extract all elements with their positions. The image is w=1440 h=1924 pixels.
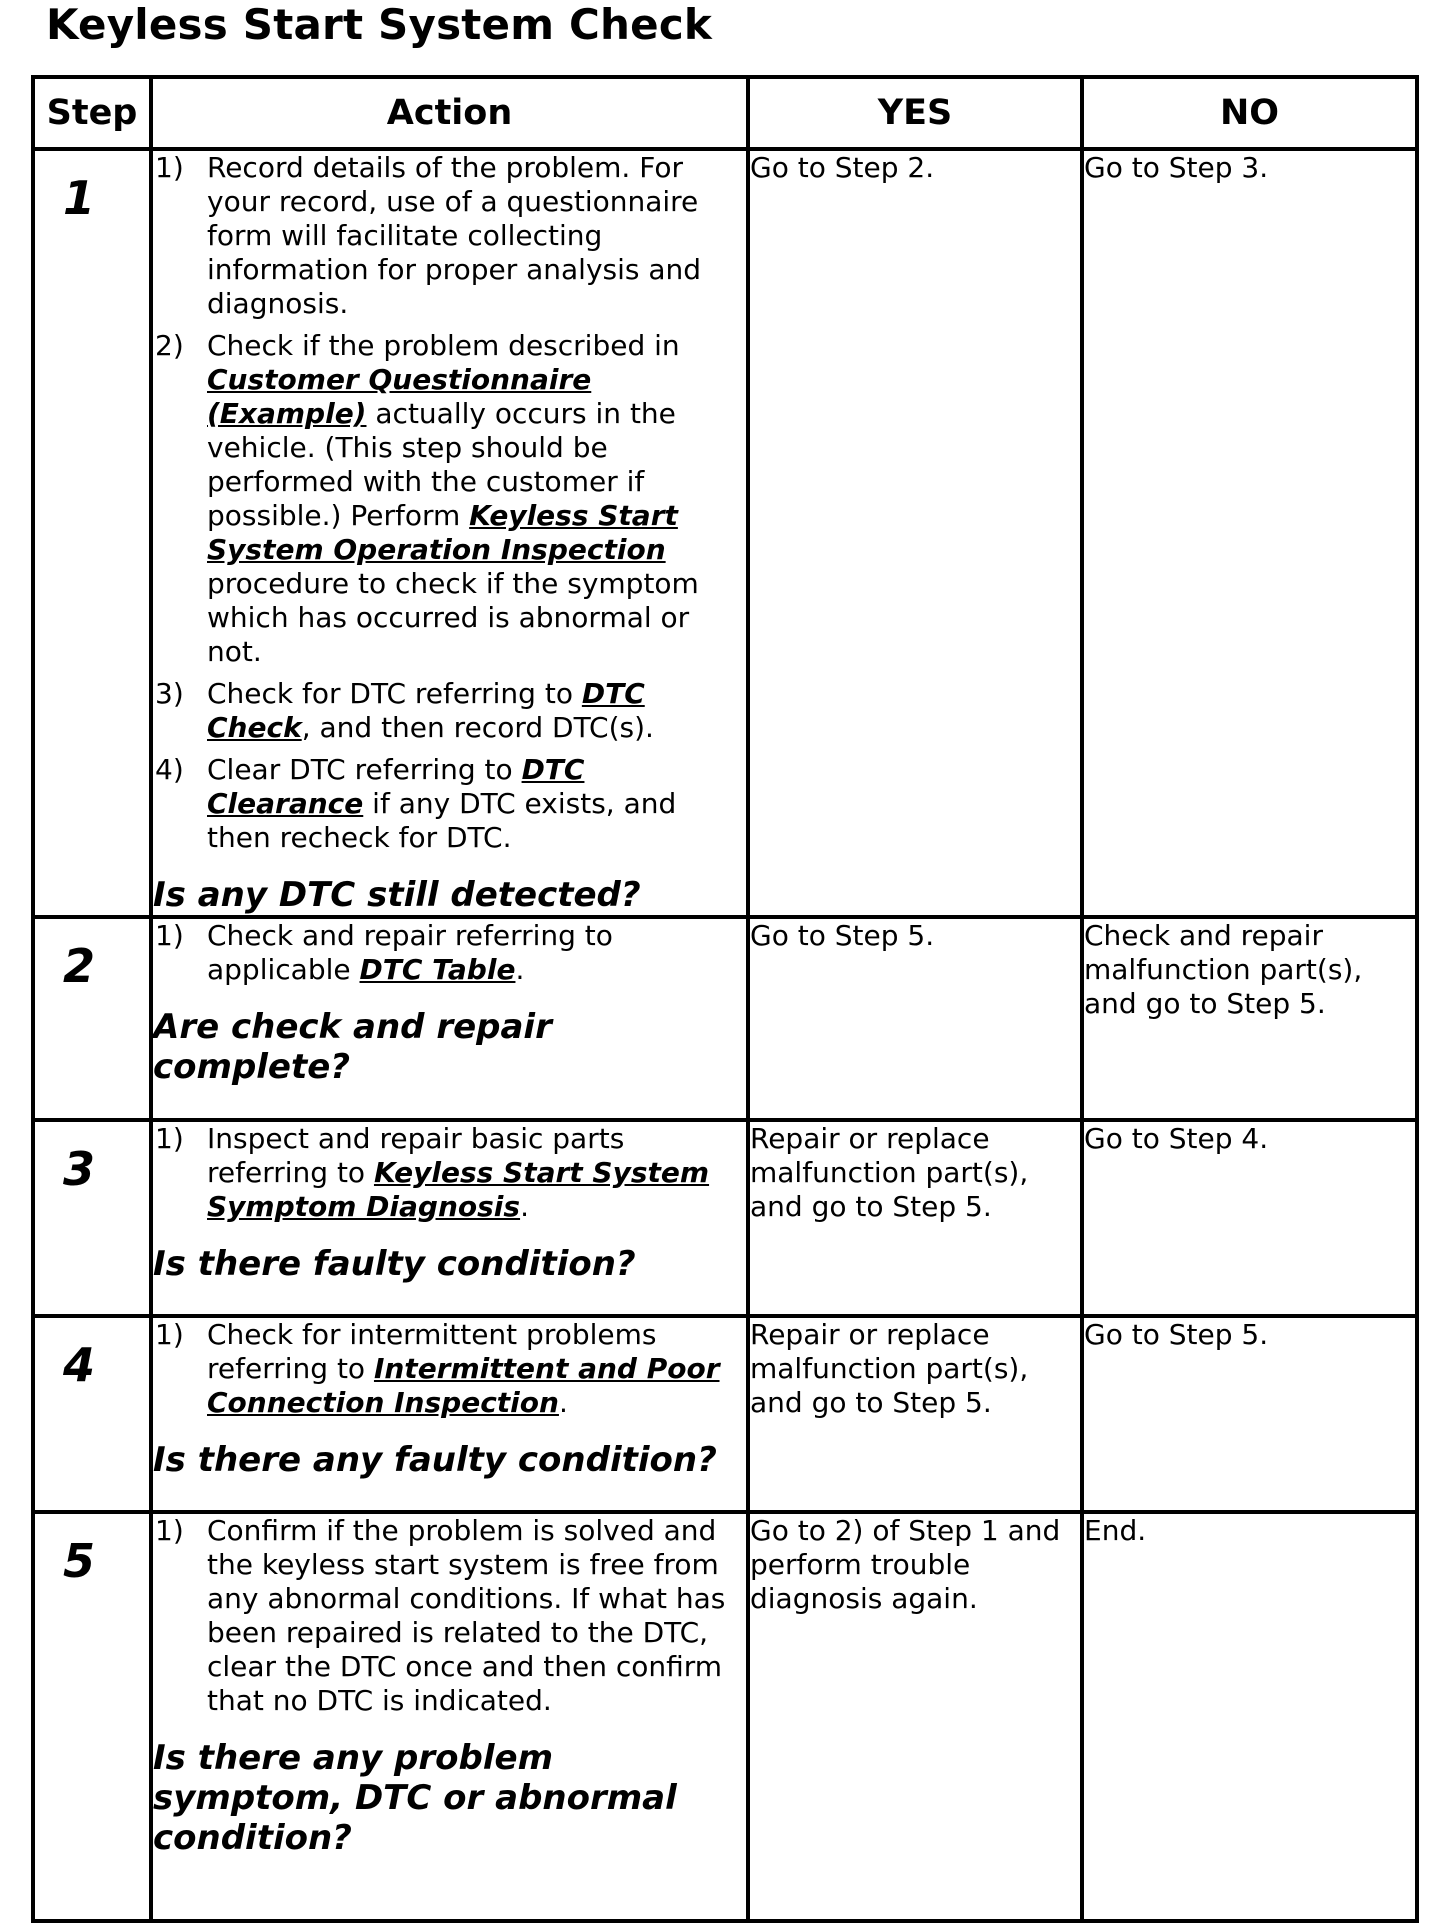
step-number: 5 [63, 1534, 96, 1588]
yes-result: Repair or replace malfunction part(s), and go to Step 5. [748, 1120, 1082, 1316]
action-item-number: 1) [155, 1122, 184, 1155]
action-item-text [207, 1318, 746, 1420]
step-cell [33, 1120, 151, 1316]
action-text-segment: , and then record DTC(s). [301, 711, 654, 744]
action-item-number: 1) [155, 919, 184, 952]
step-number: 3 [63, 1142, 96, 1196]
diagnosis-table [31, 75, 1419, 1923]
action-item-text [207, 151, 746, 321]
action-item [153, 1514, 746, 1718]
action-text-segment: Record details of the problem. For your record, use of a questionnaire form will facilitate collecting information for proper analysis and diagnosis. [207, 151, 702, 320]
step-row-2 [33, 917, 1417, 1120]
step-question: Is there any problem symptom, DTC or abnormal condition? [153, 1738, 677, 1858]
action-item [153, 677, 746, 745]
step-cell [33, 1316, 151, 1512]
action-list [153, 919, 746, 987]
action-item-number: 3) [155, 677, 184, 710]
yes-result: Go to 2) of Step 1 and perform trouble diagnosis again. [748, 1512, 1082, 1921]
header-action: Action [151, 77, 748, 149]
step-number: 2 [63, 939, 96, 993]
action-item-text [207, 1122, 746, 1224]
action-text-segment: . [558, 1386, 568, 1419]
page-title: Keyless Start System Check [46, 0, 713, 49]
header-yes: YES [748, 77, 1082, 149]
action-item [153, 329, 746, 669]
action-item-text [207, 677, 746, 745]
action-item [153, 1318, 746, 1420]
step-number: 4 [63, 1338, 96, 1392]
action-item-text [207, 753, 746, 855]
step-question: Is any DTC still detected? [153, 875, 641, 915]
step-question: Is there faulty condition? [153, 1244, 636, 1284]
action-text-segment: . [515, 953, 525, 986]
action-item-number: 1) [155, 1318, 184, 1351]
reference-link[interactable]: Intermittent and Poor Connection Inspection [207, 1352, 720, 1419]
reference-link[interactable]: DTC Check [207, 677, 645, 744]
action-cell [151, 1316, 748, 1512]
header-row [33, 77, 1417, 149]
action-cell [151, 1120, 748, 1316]
step-row-3 [33, 1120, 1417, 1316]
step-number: 1 [63, 171, 96, 225]
no-result: Go to Step 3. [1082, 149, 1417, 917]
action-text-segment: . [520, 1190, 529, 1223]
no-result: Check and repair malfunction part(s), and go to Step 5. [1082, 917, 1417, 1120]
action-item-number: 1) [155, 1514, 184, 1547]
action-text-segment: Check for DTC referring to [207, 677, 582, 710]
step-row-1 [33, 149, 1417, 917]
reference-link[interactable]: DTC Clearance [207, 753, 585, 820]
action-text-segment: Check if the problem described in [207, 329, 680, 362]
no-result: Go to Step 4. [1082, 1120, 1417, 1316]
no-result: Go to Step 5. [1082, 1316, 1417, 1512]
action-text-segment: Check for intermittent problems referring to [207, 1318, 657, 1385]
reference-link[interactable]: Customer Questionnaire (Example) [207, 363, 592, 430]
action-text-segment: Check and repair referring to applicable [207, 919, 613, 986]
action-list [153, 1122, 746, 1224]
action-item-number: 1) [155, 151, 184, 184]
yes-result: Go to Step 5. [748, 917, 1082, 1120]
reference-link[interactable]: Keyless Start System Symptom Diagnosis [207, 1156, 710, 1223]
yes-result: Repair or replace malfunction part(s), and go to Step 5. [748, 1316, 1082, 1512]
step-question: Is there any faulty condition? [153, 1440, 717, 1480]
action-item-number: 4) [155, 753, 184, 786]
step-cell [33, 1512, 151, 1921]
action-cell [151, 149, 748, 917]
action-item-number: 2) [155, 329, 184, 362]
step-row-5 [33, 1512, 1417, 1921]
action-text-segment: Confirm if the problem is solved and the keyless start system is free from any abnormal conditions. If what has been repaired is related to the DTC, clear the DTC once and then confirm that no DTC is indicated. [207, 1514, 726, 1717]
step-row-4 [33, 1316, 1417, 1512]
action-text-segment: Clear DTC referring to [207, 753, 522, 786]
action-text-segment: procedure to check if the symptom which has occurred is abnormal or not. [207, 567, 699, 668]
action-list [153, 1318, 746, 1420]
action-item-text [207, 919, 746, 987]
step-cell [33, 149, 151, 917]
action-item [153, 1122, 746, 1224]
no-result: End. [1082, 1512, 1417, 1921]
action-text-segment: if any DTC exists, and then recheck for DTC. [207, 787, 677, 854]
step-cell [33, 917, 151, 1120]
action-item-text [207, 329, 746, 669]
action-item [153, 919, 746, 987]
yes-result: Go to Step 2. [748, 149, 1082, 917]
reference-link[interactable]: Keyless Start System Operation Inspection [207, 499, 678, 566]
header-no: NO [1082, 77, 1417, 149]
action-text-segment: actually occurs in the vehicle. (This step should be performed with the customer if possible.) Perform [207, 397, 676, 532]
action-item-text [207, 1514, 746, 1718]
action-cell [151, 1512, 748, 1921]
step-question: Are check and repair complete? [153, 1007, 552, 1087]
action-cell [151, 917, 748, 1120]
action-list [153, 151, 746, 855]
reference-link[interactable]: DTC Table [359, 953, 516, 986]
action-text-segment: Inspect and repair basic parts referring to [207, 1122, 625, 1189]
header-step: Step [33, 77, 151, 149]
action-item [153, 151, 746, 321]
action-item [153, 753, 746, 855]
action-list [153, 1514, 746, 1718]
